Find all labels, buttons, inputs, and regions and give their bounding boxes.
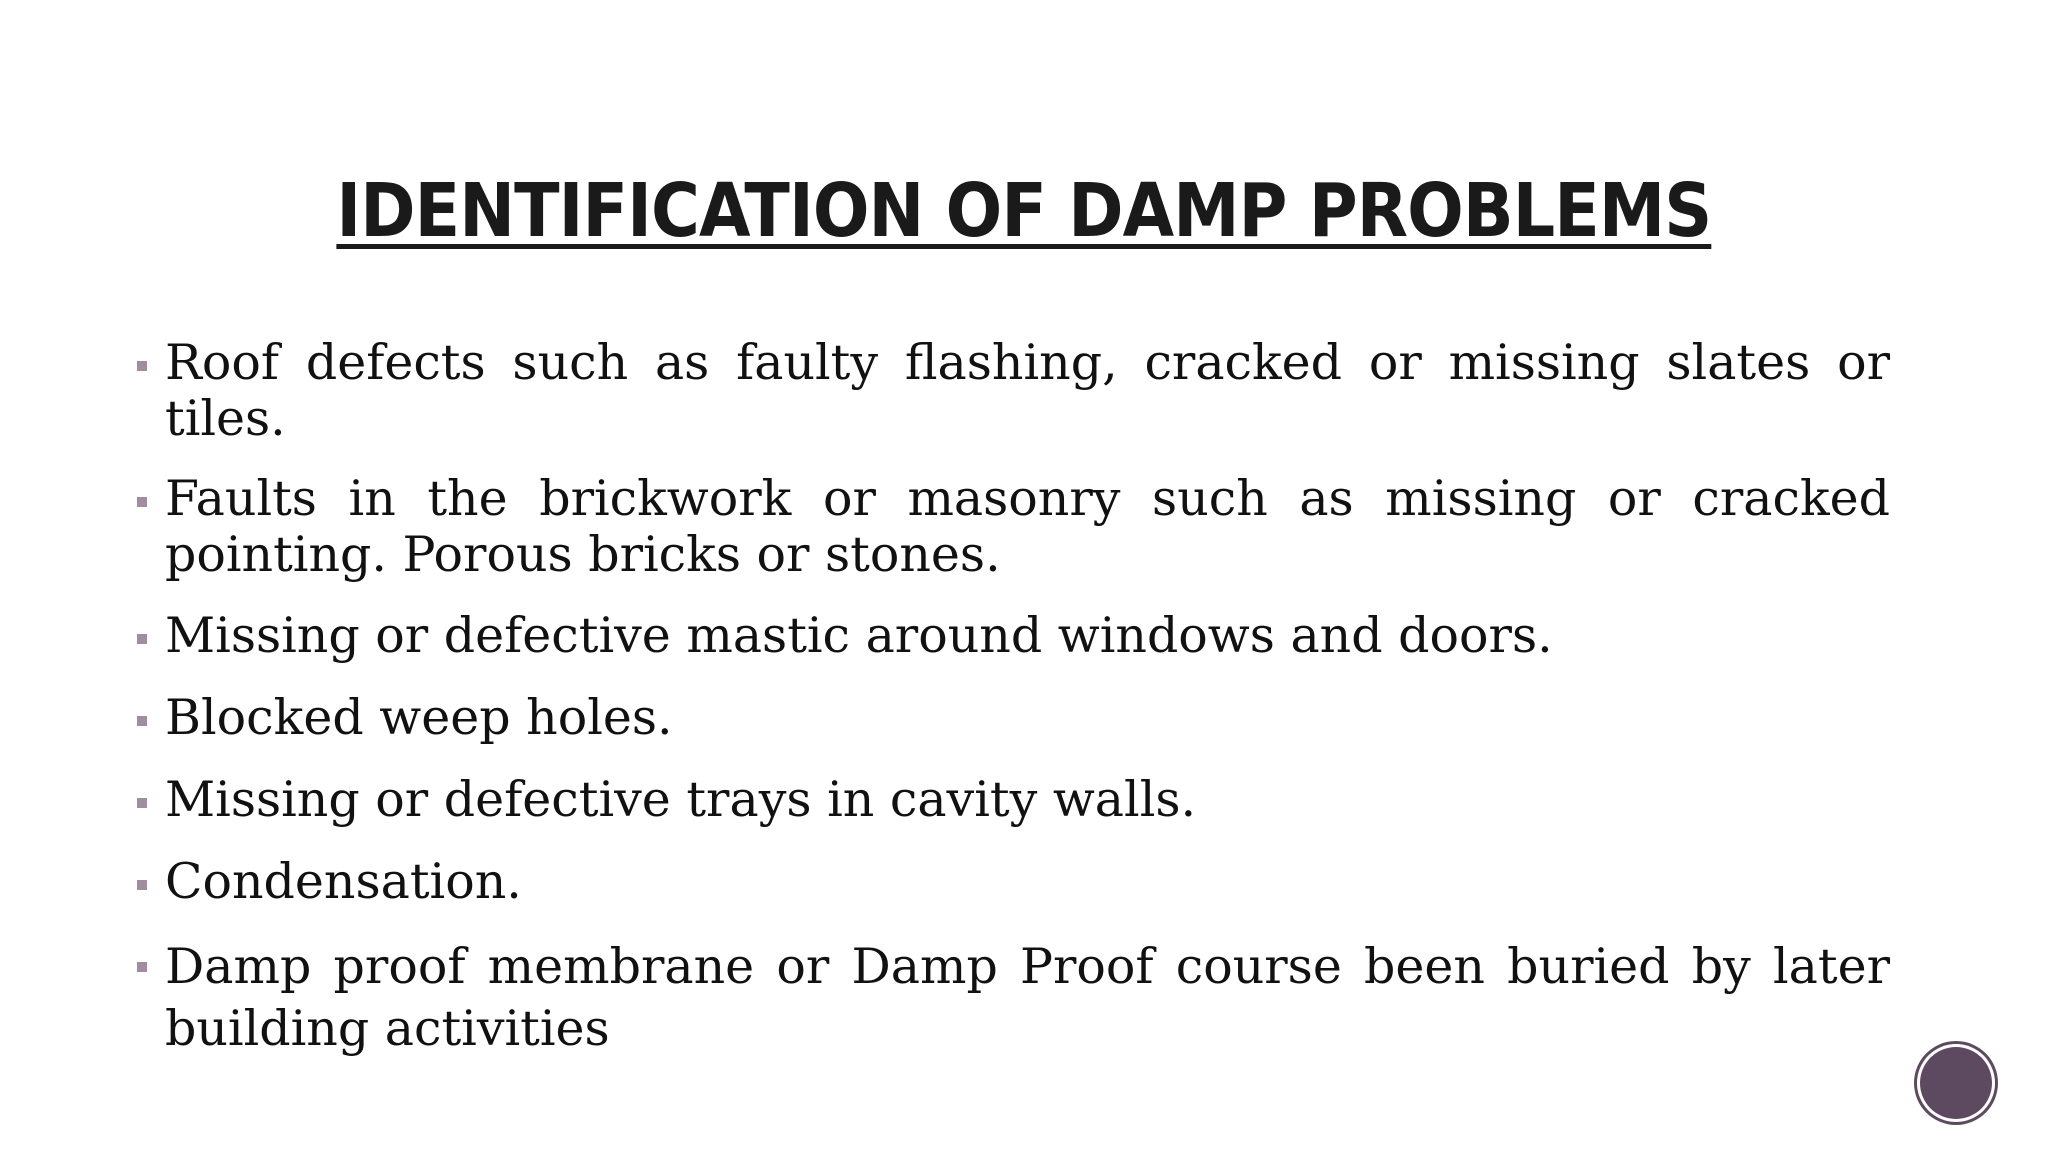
bullet-text: Damp proof membrane or Damp Proof course been buried by later building activities xyxy=(165,938,1890,1057)
bullet-marker-icon xyxy=(137,634,147,644)
slide-title xyxy=(0,168,2048,254)
bullet-text: Condensation. xyxy=(165,853,522,910)
bullet-item xyxy=(135,854,1890,910)
bullet-marker-icon xyxy=(137,497,147,507)
bullet-text: Blocked weep holes. xyxy=(165,689,673,746)
bullet-marker-icon xyxy=(137,361,147,371)
bullet-item xyxy=(135,608,1890,664)
circle-button-icon[interactable] xyxy=(1920,1047,1992,1119)
bullet-text: Roof defects such as faulty flashing, cracked or missing slates or tiles. xyxy=(165,334,1890,447)
bullet-item xyxy=(135,471,1890,583)
bullet-text: Missing or defective trays in cavity walls. xyxy=(165,771,1197,828)
slide-title-text: IDENTIFICATION OF DAMP PROBLEMS xyxy=(336,168,1712,254)
bullet-text: Faults in the brickwork or masonry such as missing or cracked pointing. Porous bricks or stones. xyxy=(165,470,1890,583)
bullet-text: Missing or defective mastic around windows and doors. xyxy=(165,607,1553,664)
bullet-marker-icon xyxy=(137,962,147,972)
bullet-item xyxy=(135,335,1890,447)
bullet-item xyxy=(135,936,1890,1060)
bullet-marker-icon xyxy=(137,798,147,808)
bullet-item xyxy=(135,690,1890,746)
bullet-marker-icon xyxy=(137,880,147,890)
bullet-item xyxy=(135,772,1890,828)
bullet-marker-icon xyxy=(137,716,147,726)
